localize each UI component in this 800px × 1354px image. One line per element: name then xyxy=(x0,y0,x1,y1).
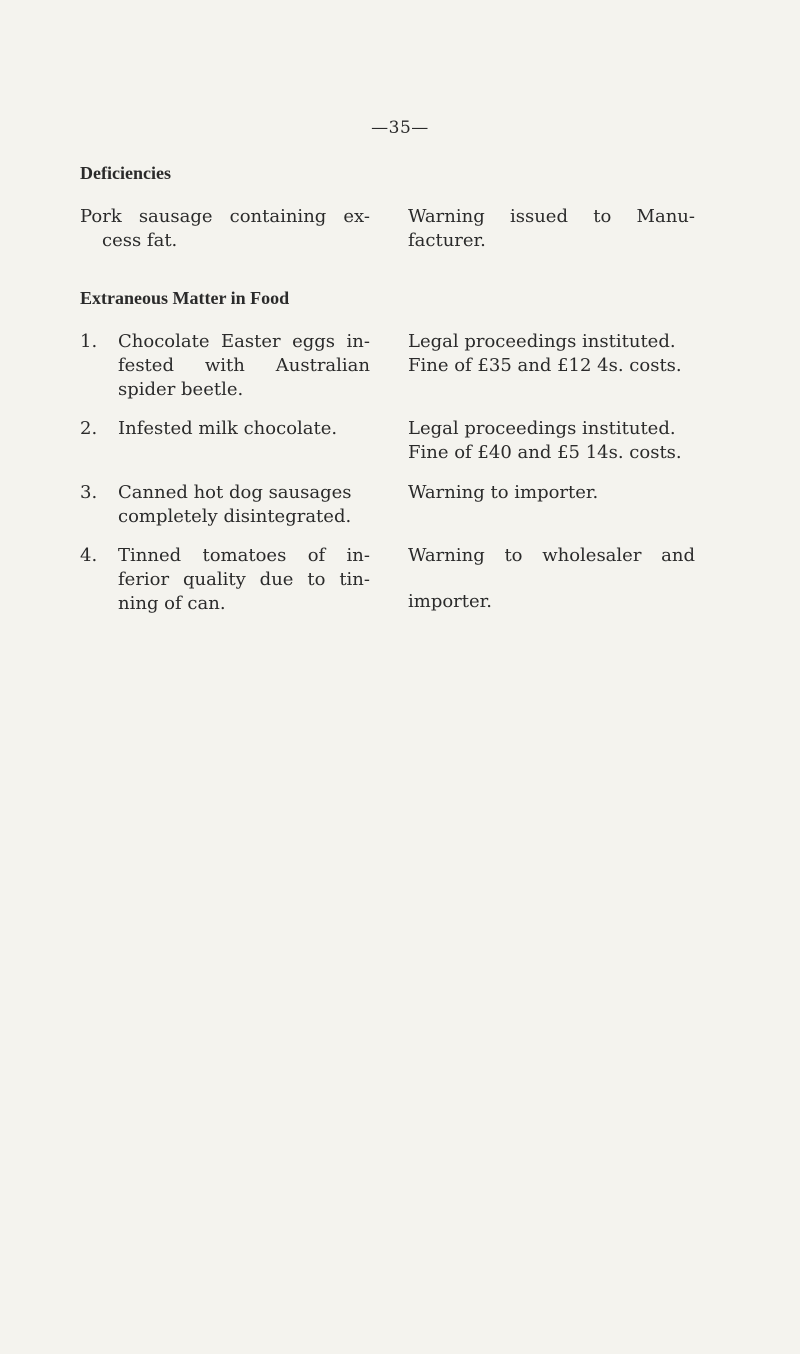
text-line xyxy=(118,354,370,378)
text-line xyxy=(118,330,370,354)
word: sausage xyxy=(138,206,213,227)
deficiency-text-line-1 xyxy=(80,205,370,229)
word: ferior xyxy=(118,569,170,590)
action-line: Legal proceedings instituted. xyxy=(408,418,676,439)
word: tin- xyxy=(339,569,370,590)
action-line: Fine of £35 and £12 4s. costs. xyxy=(408,355,682,376)
word: to xyxy=(504,545,523,566)
word: Easter xyxy=(221,331,281,352)
word: Australian xyxy=(275,355,370,376)
list-item-3-action xyxy=(408,481,695,505)
word: wholesaler xyxy=(542,545,642,566)
action-line: importer. xyxy=(408,591,493,612)
word: Tinned xyxy=(118,545,182,566)
text-line: Infested milk chocolate. xyxy=(118,418,338,439)
list-item-4-text xyxy=(80,544,370,616)
list-item-2-action xyxy=(408,417,695,465)
item-number: 1. xyxy=(80,331,98,352)
item-number: 2. xyxy=(80,418,98,439)
word: in- xyxy=(346,331,370,352)
page-number: —35— xyxy=(371,118,429,138)
list-item-2-text xyxy=(80,417,370,441)
word: issued xyxy=(509,206,568,227)
action-line: Warning to importer. xyxy=(408,482,599,503)
list-item-4-action xyxy=(408,544,695,614)
word: Pork xyxy=(80,206,122,227)
word: in- xyxy=(346,545,370,566)
word: containing xyxy=(229,206,327,227)
text-line xyxy=(118,544,370,568)
extraneous-heading: Extraneous Matter in Food xyxy=(80,288,290,308)
word: to xyxy=(307,569,326,590)
text-line: ning of can. xyxy=(118,593,226,614)
word: Warning xyxy=(408,545,485,566)
list-item-1-action xyxy=(408,330,695,378)
word: with xyxy=(204,355,245,376)
word: and xyxy=(661,545,695,566)
action-line: Legal proceedings instituted. xyxy=(408,331,676,352)
text-line: Canned hot dog sausages xyxy=(118,482,352,503)
deficiencies-heading: Deficiencies xyxy=(80,163,171,183)
deficiency-item-action xyxy=(408,205,695,253)
word: fested xyxy=(118,355,174,376)
text-line xyxy=(118,568,370,592)
text-line: completely disintegrated. xyxy=(118,506,352,527)
word: tomatoes xyxy=(202,545,287,566)
word: ex- xyxy=(343,206,370,227)
word: Manu- xyxy=(636,206,695,227)
deficiency-action-line-2: facturer. xyxy=(408,230,486,251)
word: due xyxy=(259,569,294,590)
deficiency-item-text xyxy=(80,205,370,253)
list-item-1-text xyxy=(80,330,370,402)
deficiency-action-line-1 xyxy=(408,205,695,229)
deficiency-text-line-2: cess fat. xyxy=(102,230,178,251)
word: to xyxy=(593,206,612,227)
item-number: 3. xyxy=(80,482,98,503)
word: Chocolate xyxy=(118,331,210,352)
word: of xyxy=(307,545,326,566)
word: quality xyxy=(183,569,246,590)
item-number: 4. xyxy=(80,545,98,566)
list-item-3-text xyxy=(80,481,370,529)
text-line: spider beetle. xyxy=(118,379,244,400)
word: eggs xyxy=(292,331,336,352)
word: Warning xyxy=(408,206,485,227)
action-line: Fine of £40 and £5 14s. costs. xyxy=(408,442,682,463)
action-line xyxy=(408,544,695,568)
